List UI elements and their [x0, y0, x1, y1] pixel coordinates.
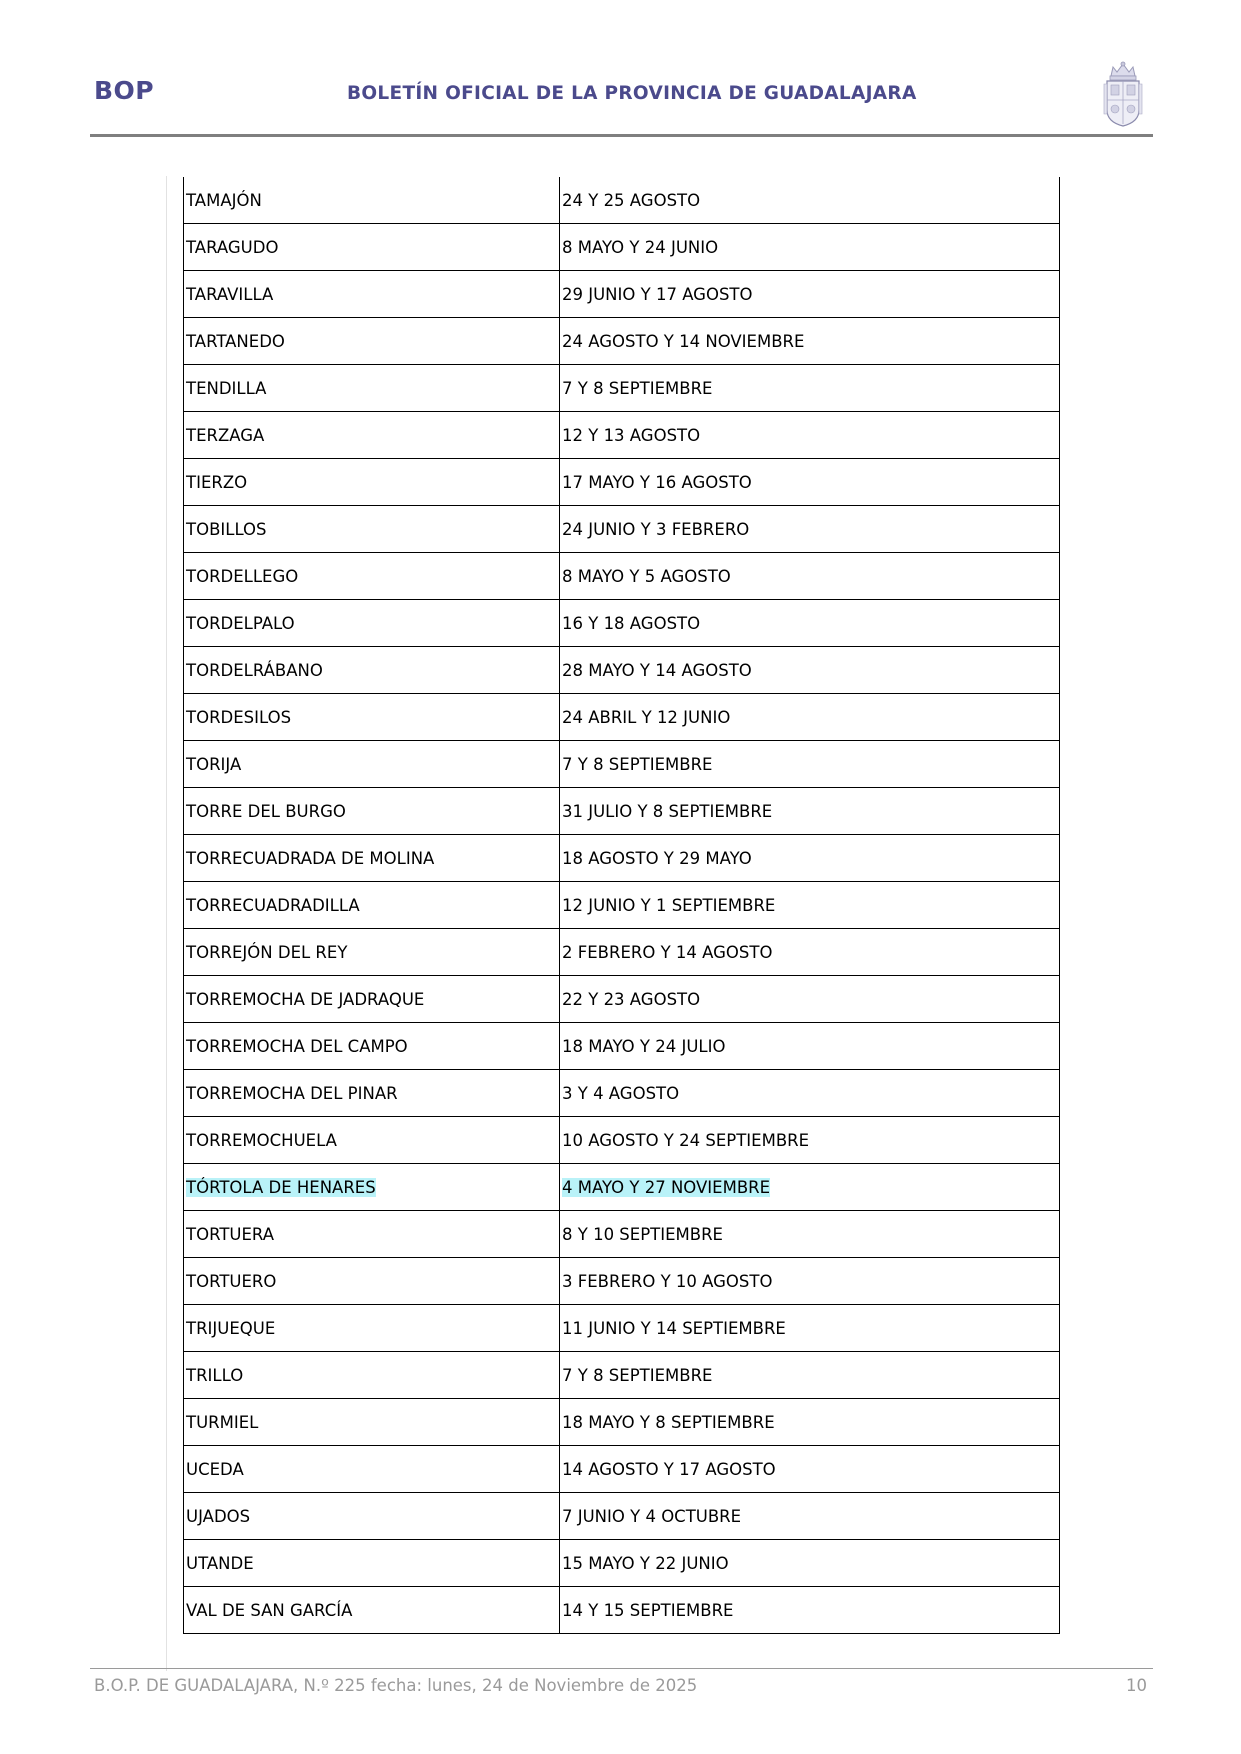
municipality-cell [184, 271, 560, 318]
holiday-dates: 22 Y 23 AGOSTO [562, 989, 701, 1009]
municipality-cell [184, 694, 560, 741]
holiday-dates: 7 JUNIO Y 4 OCTUBRE [562, 1506, 742, 1526]
municipality-name: TORREMOCHA DE JADRAQUE [186, 989, 425, 1009]
header-abbrev: BOP [94, 76, 155, 105]
municipality-cell [184, 1258, 560, 1305]
table-row [184, 271, 1060, 318]
table-row [184, 506, 1060, 553]
holiday-dates: 18 MAYO Y 8 SEPTIEMBRE [562, 1412, 775, 1432]
municipality-cell [184, 835, 560, 882]
municipality-name: TARAVILLA [186, 284, 274, 304]
dates-cell [560, 882, 1060, 929]
dates-cell [560, 835, 1060, 882]
holiday-dates: 3 FEBRERO Y 10 AGOSTO [562, 1271, 773, 1291]
municipality-cell [184, 1023, 560, 1070]
municipality-name: TORIJA [186, 754, 242, 774]
municipality-cell [184, 600, 560, 647]
dates-cell [560, 1446, 1060, 1493]
municipality-cell [184, 1540, 560, 1587]
holiday-dates: 24 Y 25 AGOSTO [562, 190, 701, 210]
dates-cell [560, 788, 1060, 835]
municipality-name: TORDESILOS [186, 707, 292, 727]
municipality-name: TIERZO [186, 472, 248, 492]
holiday-dates: 11 JUNIO Y 14 SEPTIEMBRE [562, 1318, 786, 1338]
municipality-cell [184, 224, 560, 271]
dates-cell [560, 506, 1060, 553]
municipality-name: TRILLO [186, 1365, 244, 1385]
municipality-cell [184, 1493, 560, 1540]
municipality-cell [184, 976, 560, 1023]
municipality-cell [184, 412, 560, 459]
table-row [184, 741, 1060, 788]
municipality-cell [184, 177, 560, 224]
table-row [184, 365, 1060, 412]
dates-cell [560, 1493, 1060, 1540]
municipality-cell [184, 1070, 560, 1117]
dates-cell [560, 929, 1060, 976]
page-number: 10 [1126, 1676, 1147, 1695]
municipality-cell [184, 1164, 560, 1211]
dates-cell [560, 1258, 1060, 1305]
dates-cell [560, 459, 1060, 506]
municipality-cell [184, 459, 560, 506]
municipality-name: TORTUERO [186, 1271, 277, 1291]
holiday-dates: 24 ABRIL Y 12 JUNIO [562, 707, 731, 727]
margin-guide-line [166, 176, 167, 1671]
dates-cell [560, 647, 1060, 694]
table-row [184, 1540, 1060, 1587]
holiday-dates: 10 AGOSTO Y 24 SEPTIEMBRE [562, 1130, 810, 1150]
municipality-name: TARTANEDO [186, 331, 285, 351]
municipality-name: UJADOS [186, 1506, 251, 1526]
dates-cell [560, 1117, 1060, 1164]
municipality-name: TORRECUADRADILLA [186, 895, 360, 915]
dates-cell [560, 1399, 1060, 1446]
table-row [184, 1023, 1060, 1070]
municipality-name: TRIJUEQUE [186, 1318, 276, 1338]
municipality-cell [184, 318, 560, 365]
dates-cell [560, 177, 1060, 224]
table-row [184, 788, 1060, 835]
municipality-name: TERZAGA [186, 425, 265, 445]
table-row [184, 1399, 1060, 1446]
table-row [184, 929, 1060, 976]
dates-cell [560, 1023, 1060, 1070]
table-row [184, 1164, 1060, 1211]
holiday-dates: 18 AGOSTO Y 29 MAYO [562, 848, 752, 868]
table-row [184, 600, 1060, 647]
dates-cell [560, 365, 1060, 412]
table-row [184, 647, 1060, 694]
holiday-dates: 12 JUNIO Y 1 SEPTIEMBRE [562, 895, 776, 915]
municipality-cell [184, 788, 560, 835]
municipality-name: TORTUERA [186, 1224, 274, 1244]
municipality-name: TORREMOCHA DEL PINAR [186, 1083, 398, 1103]
dates-cell [560, 1164, 1060, 1211]
footer-divider [90, 1668, 1153, 1669]
holiday-dates: 24 AGOSTO Y 14 NOVIEMBRE [562, 331, 805, 351]
holiday-dates: 7 Y 8 SEPTIEMBRE [562, 378, 713, 398]
municipality-cell [184, 647, 560, 694]
table-row [184, 1352, 1060, 1399]
table-row [184, 1493, 1060, 1540]
dates-cell [560, 1587, 1060, 1634]
municipality-cell [184, 1399, 560, 1446]
municipality-cell [184, 365, 560, 412]
dates-cell [560, 412, 1060, 459]
municipality-cell [184, 1211, 560, 1258]
holiday-dates: 8 MAYO Y 5 AGOSTO [562, 566, 731, 586]
municipality-name: UTANDE [186, 1553, 254, 1573]
municipality-name: TARAGUDO [186, 237, 279, 257]
municipality-name: TORDELLEGO [186, 566, 299, 586]
municipality-cell [184, 741, 560, 788]
municipality-name: TORRE DEL BURGO [186, 801, 346, 821]
holiday-dates: 4 MAYO Y 27 NOVIEMBRE [562, 1177, 771, 1197]
municipality-cell [184, 1305, 560, 1352]
municipality-name: TORREJÓN DEL REY [186, 942, 348, 962]
municipality-name: TORREMOCHA DEL CAMPO [186, 1036, 408, 1056]
municipality-cell [184, 1587, 560, 1634]
dates-cell [560, 318, 1060, 365]
coat-of-arms-icon [1101, 60, 1145, 128]
table-row [184, 835, 1060, 882]
holidays-table-body [184, 177, 1060, 1634]
holiday-dates: 15 MAYO Y 22 JUNIO [562, 1553, 729, 1573]
municipality-cell [184, 506, 560, 553]
holiday-dates: 31 JULIO Y 8 SEPTIEMBRE [562, 801, 773, 821]
dates-cell [560, 976, 1060, 1023]
holiday-dates: 7 Y 8 SEPTIEMBRE [562, 754, 713, 774]
table-row [184, 318, 1060, 365]
municipality-cell [184, 882, 560, 929]
holiday-dates: 3 Y 4 AGOSTO [562, 1083, 680, 1103]
dates-cell [560, 1540, 1060, 1587]
holiday-dates: 2 FEBRERO Y 14 AGOSTO [562, 942, 773, 962]
table-row [184, 882, 1060, 929]
municipality-name: TOBILLOS [186, 519, 267, 539]
dates-cell [560, 1211, 1060, 1258]
municipality-cell [184, 1352, 560, 1399]
table-row [184, 1070, 1060, 1117]
holiday-dates: 12 Y 13 AGOSTO [562, 425, 701, 445]
footer-citation: B.O.P. DE GUADALAJARA, N.º 225 fecha: lunes, 24 de Noviembre de 2025 [94, 1676, 698, 1695]
header-title: BOLETÍN OFICIAL DE LA PROVINCIA DE GUADALAJARA [347, 83, 917, 104]
table-row [184, 1305, 1060, 1352]
table-row [184, 1446, 1060, 1493]
dates-cell [560, 271, 1060, 318]
dates-cell [560, 553, 1060, 600]
dates-cell [560, 600, 1060, 647]
holiday-dates: 16 Y 18 AGOSTO [562, 613, 701, 633]
municipality-name: TURMIEL [186, 1412, 259, 1432]
municipality-name: TORDELPALO [186, 613, 295, 633]
holiday-dates: 18 MAYO Y 24 JULIO [562, 1036, 726, 1056]
table-row [184, 976, 1060, 1023]
dates-cell [560, 694, 1060, 741]
municipality-cell [184, 929, 560, 976]
municipality-name: VAL DE SAN GARCÍA [186, 1600, 353, 1620]
dates-cell [560, 1305, 1060, 1352]
table-row [184, 1258, 1060, 1305]
table-row [184, 1117, 1060, 1164]
holiday-dates: 8 MAYO Y 24 JUNIO [562, 237, 719, 257]
holiday-dates: 17 MAYO Y 16 AGOSTO [562, 472, 752, 492]
holiday-dates: 8 Y 10 SEPTIEMBRE [562, 1224, 723, 1244]
municipality-name: TÓRTOLA DE HENARES [186, 1177, 376, 1197]
table-row [184, 224, 1060, 271]
holiday-dates: 29 JUNIO Y 17 AGOSTO [562, 284, 753, 304]
table-row [184, 553, 1060, 600]
table-row [184, 1587, 1060, 1634]
dates-cell [560, 1070, 1060, 1117]
municipality-name: TAMAJÓN [186, 190, 262, 210]
municipality-name: UCEDA [186, 1459, 244, 1479]
table-row [184, 177, 1060, 224]
table-row [184, 459, 1060, 506]
holiday-dates: 28 MAYO Y 14 AGOSTO [562, 660, 752, 680]
table-row [184, 1211, 1060, 1258]
municipality-name: TORREMOCHUELA [186, 1130, 337, 1150]
municipality-cell [184, 553, 560, 600]
dates-cell [560, 224, 1060, 271]
municipality-name: TORRECUADRADA DE MOLINA [186, 848, 435, 868]
dates-cell [560, 1352, 1060, 1399]
holiday-dates: 14 AGOSTO Y 17 AGOSTO [562, 1459, 776, 1479]
dates-cell [560, 741, 1060, 788]
municipality-name: TORDELRÁBANO [186, 660, 323, 680]
table-row [184, 412, 1060, 459]
municipality-cell [184, 1117, 560, 1164]
municipality-cell [184, 1446, 560, 1493]
table-row [184, 694, 1060, 741]
municipality-name: TENDILLA [186, 378, 267, 398]
holiday-dates: 14 Y 15 SEPTIEMBRE [562, 1600, 734, 1620]
holidays-table [183, 177, 1060, 1634]
holiday-dates: 7 Y 8 SEPTIEMBRE [562, 1365, 713, 1385]
holiday-dates: 24 JUNIO Y 3 FEBRERO [562, 519, 750, 539]
header-divider [90, 134, 1153, 137]
